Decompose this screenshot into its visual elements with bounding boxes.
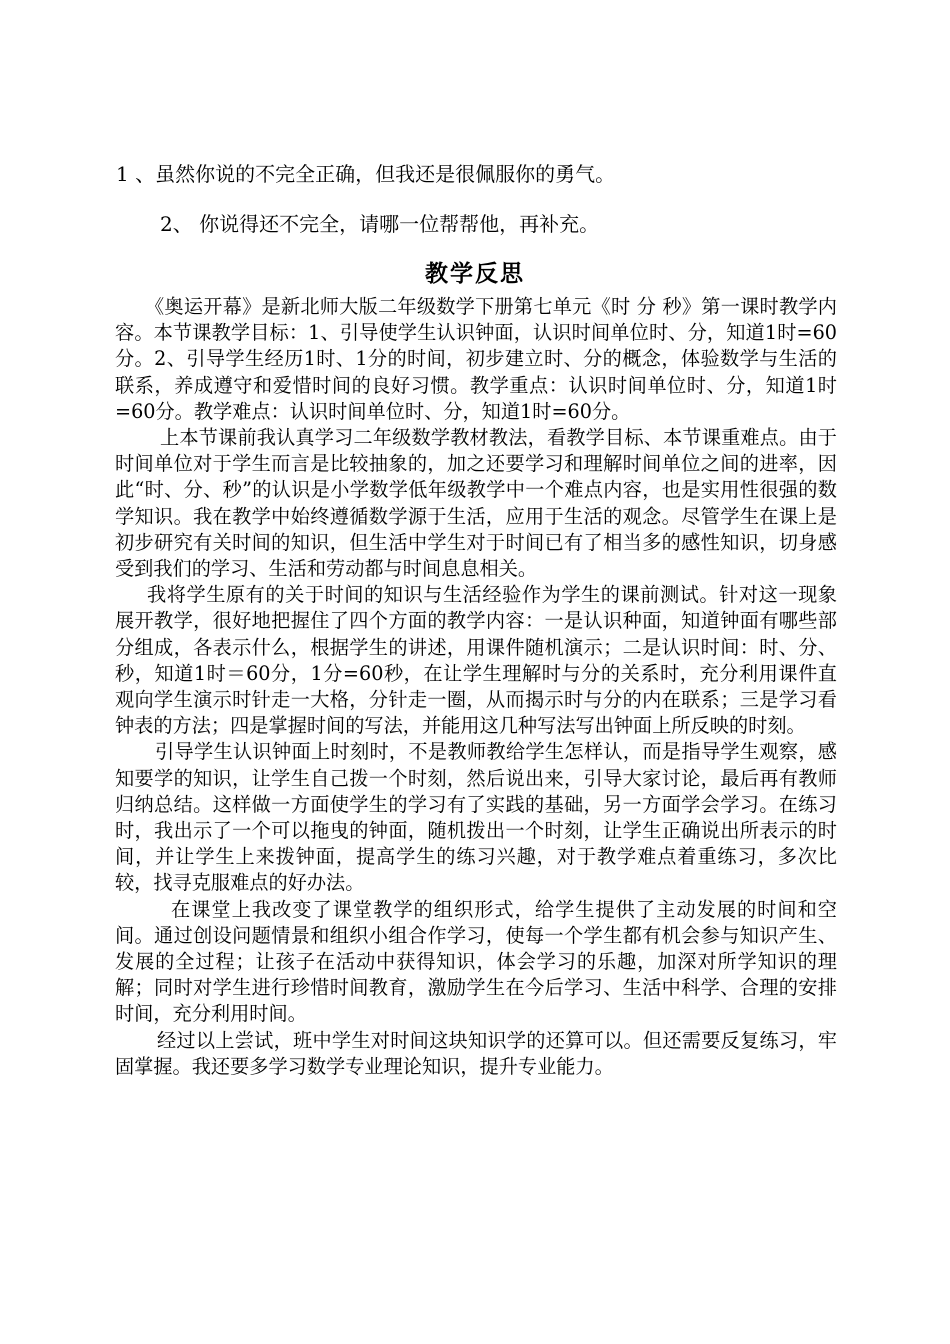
reflection-body — [115, 294, 837, 1080]
reflection-paragraph-1: 《奥运开幕》是新北师大版二年级数学下册第七单元《时 分 秒》第一课时教学内容。本节课教学目标：1、引导使学生认识钟面，认识时间单位时、分，知道1时=60分。2、引导学生经历1时、1分的时间，初步建立时、分的概念，体验数学与生活的联系，养成遵守和爱惜时间的良好习惯。教学重点：认识时间单位时、分，知道1时=60分。教学难点：认识时间单位时、分，知道1时=60分。 — [115, 295, 837, 423]
reflection-paragraph-5: 在课堂上我改变了课堂教学的组织形式，给学生提供了主动发展的时间和空间。通过创设问题情景和组织小组合作学习，使每一个学生都有机会参与知识产生、发展的全过程；让孩子在活动中获得知识，体会学习的乐趣，加深对所学知识的理解；同时对学生进行珍惜时间教育，激励学生在今后学习、生活中科学、合理的安排时间，充分利用时间。 — [115, 897, 837, 1026]
reflection-paragraph-4: 引导学生认识钟面上时刻时，不是教师教给学生怎样认，而是指导学生观察，感知要学的知识，让学生自己拨一个时刻，然后说出来，引导大家讨论，最后再有教师归纳总结。这样做一方面使学生的学习有了实践的基础，另一方面学会学习。在练习时，我出示了一个可以拖曳的钟面，随机拨出一个时刻，让学生正确说出所表示的时间，并让学生上来拨钟面，提高学生的练习兴趣，对于教学难点着重练习，多次比较，找寻克服难点的好办法。 — [115, 740, 837, 895]
reflection-paragraph-3: 我将学生原有的关于时间的知识与生活经验作为学生的课前测试。针对这一现象展开教学，很好地把握住了四个方面的教学内容：一是认识种面，知道钟面有哪些部分组成，各表示什么，根据学生的讲述，用课件随机演示；二是认识时间：时、分、秒，知道1时＝60分，1分=60秒，在让学生理解时与分的关系时，充分利用课件直观向学生演示时针走一大格，分针走一圈，从而揭示时与分的内在联系；三是学习看钟表的方法；四是掌握时间的写法，并能用这几种写法写出钟面上所反映的时刻。 — [115, 583, 837, 738]
section-title: 教学反思 — [425, 260, 525, 287]
reflection-paragraph-6: 经过以上尝试，班中学生对时间这块知识学的还算可以。但还需要反复练习，牢固掌握。我还要多学习数学专业理论知识，提升专业能力。 — [115, 1028, 837, 1078]
reflection-paragraph-2: 上本节课前我认真学习二年级数学教材教法，看教学目标、本节课重难点。由于时间单位对于学生而言是比较抽象的，加之还要学习和理解时间单位之间的进率，因此“时、分、秒”的认识是小学数学低年级教学中一个难点内容，也是实用性很强的数学知识。我在教学中始终遵循数学源于生活，应用于生活的观念。尽管学生在课上是初步研究有关时间的知识，但生活中学生对于时间已有了相当多的感性知识，切身感受到我们的学习、生活和劳动都与时间息息相关。 — [115, 426, 837, 581]
teacher-comment-1: 1 、虽然你说的不完全正确，但我还是很佩服你的勇气。 — [116, 162, 616, 186]
teacher-comment-2: 2、 你说得还不完全，请哪一位帮帮他，再补充。 — [160, 212, 600, 236]
